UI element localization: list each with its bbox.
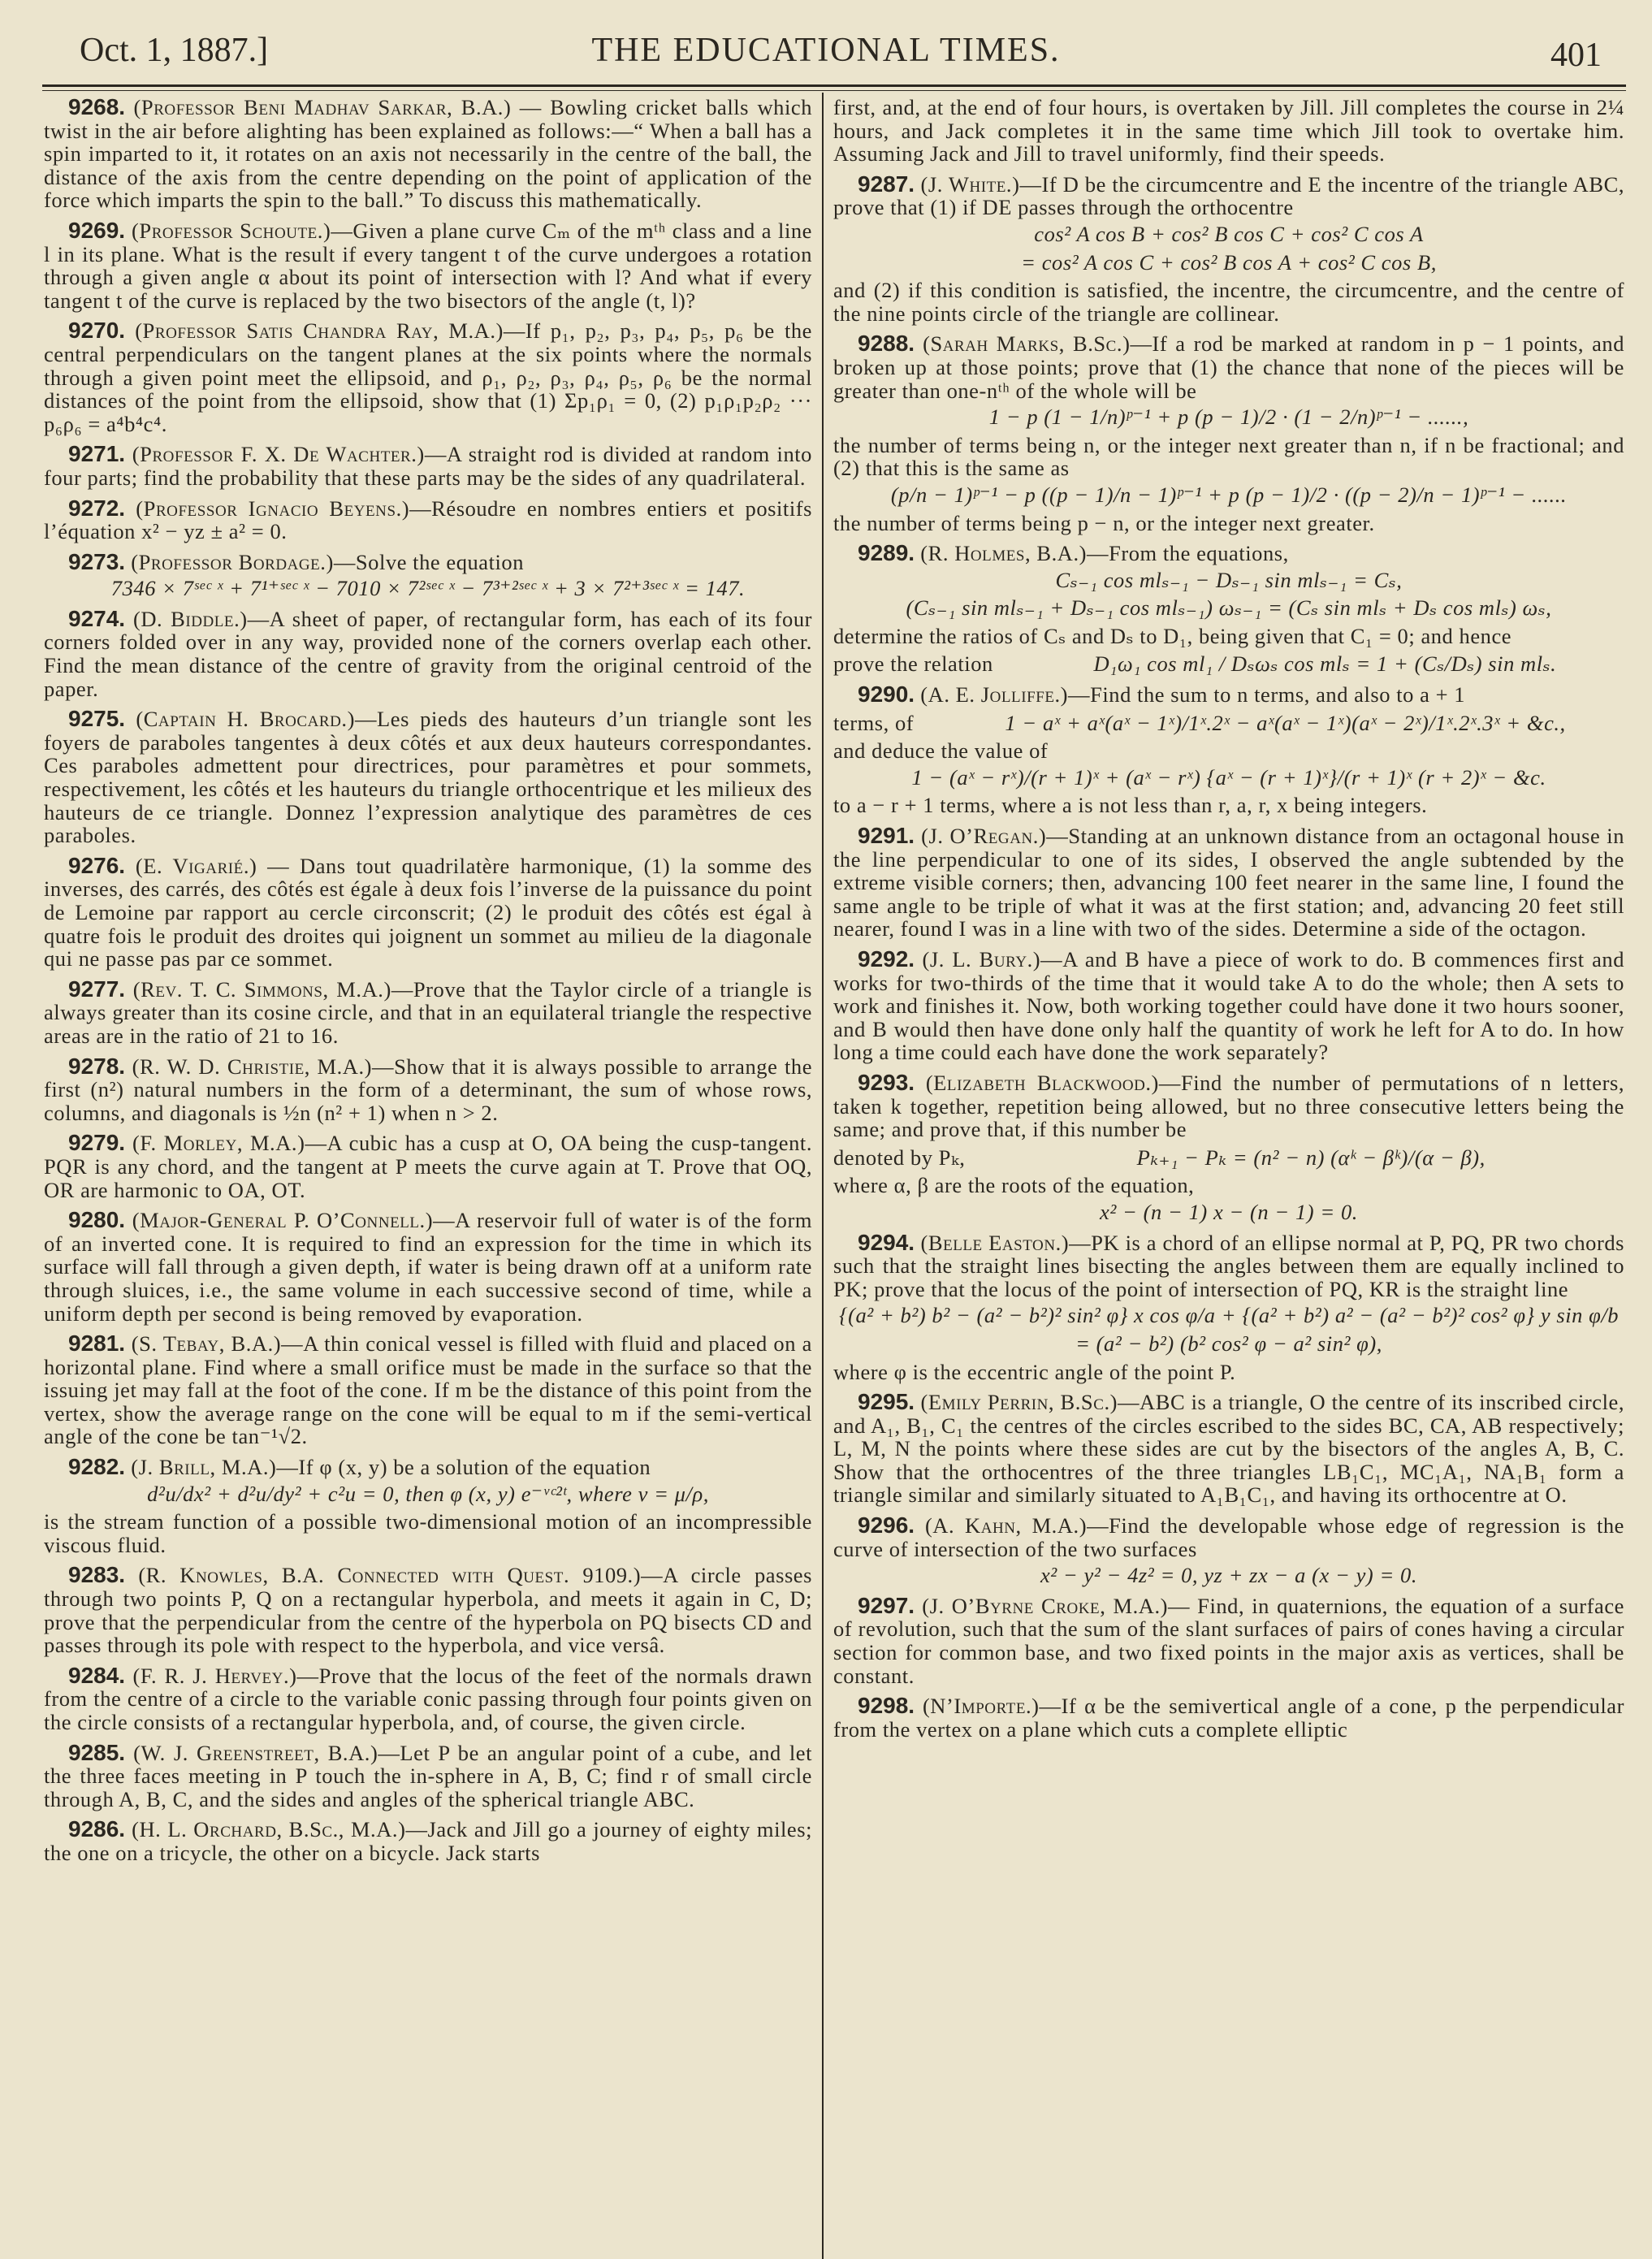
problem-text — [833, 683, 1624, 707]
problem-body: —A cubic has a cusp at O, OA being the cusp-tangent. PQR is any chord, and the tangent at P meets the curve again at T. Prove that OQ, OR are harmonic to OA, OT. — [44, 1131, 812, 1202]
header-rule-thin — [42, 90, 1626, 91]
problem-text — [44, 548, 812, 574]
problem-number: 9274. — [68, 605, 126, 631]
problem-author: (A. E. Jolliffe.) — [920, 682, 1069, 708]
problem-body: —Prove that the locus of the feet of the normals drawn from the centre of a circle to the variable conic passing through four points given on the circle consists of a rectangular hyperbola, and, of course, the given circle. — [44, 1663, 812, 1734]
problem-body: —A circle passes through two points P, Q on a rectangular hyperbola, and meets it again in C, D; prove that the perpendicular from the centre of the hyperbola on PQ bisects CD and passes through its pole with respect to the hyperbola, and vice versâ. — [44, 1563, 812, 1658]
labelled-equation — [833, 652, 1624, 676]
equation: D₁ω₁ cos ml₁ / Dₛωₛ cos mlₛ = 1 + (Cₛ/Dₛ) sin mlₛ. — [1093, 651, 1557, 677]
problem-text — [44, 497, 812, 543]
problem-9295 — [833, 1391, 1624, 1507]
problem-body: —If D be the circumcentre and E the incentre of the triangle ABC, prove that (1) if DE passes through the orthocentre — [833, 171, 1624, 220]
problem-text — [833, 824, 1624, 941]
problem-author: (E. Vigarié.) — [135, 853, 257, 878]
equation: = (a² − b²) (b² cos² φ − a² sin² φ), — [1075, 1331, 1382, 1356]
problem-author: (Captain H. Brocard.) — [136, 707, 355, 732]
problem-body: —Find the number of permutations of n letters, taken k together, repetition being allowed, but no three consecutive letters being the same; and prove that, if this number be — [833, 1070, 1625, 1142]
problem-9274 — [44, 605, 812, 701]
problem-number: 9293. — [858, 1069, 915, 1095]
problem-number: 9296. — [858, 1512, 915, 1538]
problem-number: 9282. — [68, 1454, 126, 1480]
problem-text — [833, 1694, 1624, 1741]
problem-text — [44, 443, 812, 489]
problem-number: 9291. — [858, 823, 915, 849]
page-number: 401 — [1550, 37, 1602, 74]
equation: 7346 × 7ˢᵉᶜ ˣ + 7¹⁺ˢᵉᶜ ˣ − 7010 × 7²ˢᵉᶜ ˣ − 7³⁺²ˢᵉᶜ ˣ + 3 × 7²⁺³ˢᵉᶜ ˣ = 147. — [110, 576, 746, 601]
problem-text — [833, 1514, 1624, 1560]
equation: 1 − p (1 − 1/n)ᵖ⁻¹ + p (p − 1)/2 · (1 − 2/n)ᵖ⁻¹ − ......, — [988, 405, 1469, 430]
equation: cos² A cos B + cos² B cos C + cos² C cos A — [1034, 221, 1424, 246]
problem-body: —If α be the semivertical angle of a cone, p the perpendicular from the vertex on a plane which cuts a complete elliptic — [833, 1694, 1624, 1742]
problem-author: (F. R. J. Hervey.) — [132, 1663, 297, 1688]
problem-body: —A reservoir full of water is of the form of an inverted cone. It is required to find an expression for the time in which its surface will fall through a given depth, if water is being drawn off at a uniform rate through sluices, i.e., the same volume in each successive second of time, while a uniform depth per second is being removed by evaporation. — [44, 1208, 812, 1326]
problem-number: 9278. — [68, 1053, 126, 1079]
problem-text — [44, 1456, 812, 1479]
problem-body-continued: determine the ratios of Cₛ and Dₛ to D₁, being given that C₁ = 0; and hence — [833, 623, 1512, 648]
problem-body: —Find the developable whose edge of regression is the curve of intersection of the two surfaces — [833, 1513, 1624, 1561]
problem-author: (A. Kahn, M.A.) — [924, 1513, 1088, 1538]
problem-author: (J. Brill, M.A.) — [131, 1455, 277, 1480]
problem-text — [44, 319, 812, 435]
problem-text — [833, 173, 1624, 219]
problem-body: —Show that it is always possible to arrange the first (n²) natural numbers in the form of a determinant, the sum of whose rows, columns, and diagonals is ½n (n² + 1) when n > 2. — [44, 1054, 813, 1125]
problem-text — [44, 605, 812, 701]
problem-author: (J. O’Byrne Croke, M.A.) — [922, 1593, 1168, 1618]
problem-number: 9280. — [68, 1207, 126, 1233]
problem-9286 — [44, 1818, 812, 1864]
equation: (Cₛ₋₁ sin mlₛ₋₁ + Dₛ₋₁ cos mlₛ₋₁) ωₛ₋₁ = (Cₛ sin mlₛ + Dₛ cos mlₛ) ωₛ, — [906, 595, 1552, 621]
equation-label: denoted by Pₖ, — [833, 1145, 966, 1170]
problem-text — [833, 332, 1624, 402]
problem-body-continued: and (2) if this condition is satisfied, the incentre, the circumcentre, and the centre of the nine points circle of the triangle are collinear. — [833, 278, 1624, 326]
problem-number: 9269. — [68, 217, 126, 243]
problem-number: 9270. — [68, 318, 126, 344]
problem-body: — Dans tout quadrilatère harmonique, (1) la somme des inverses, des carrés, des côtés est égale à deux fois l’inverse de la puissance du point de Lemoine par rapport au cercle circonscrit; (2) le produit des côtés est égal à quatre fois le produit des droites qui joignent un sommet au milieu de la diagonale qui ne passe pas par ce sommet. — [44, 853, 812, 972]
problem-body: —If a rod be marked at random in p − 1 points, and broken up at those points; prove that (1) the chance that none of the pieces will be greater than one-nᵗʰ of the whole will be — [833, 331, 1624, 403]
problem-9280 — [44, 1209, 812, 1325]
problem-number: 9277. — [68, 976, 126, 1002]
problem-text — [833, 1071, 1624, 1141]
problem-9268 — [44, 96, 812, 212]
page-header — [0, 31, 1652, 80]
problem-body: —PK is a chord of an ellipse normal at P, PQ, PR two chords such that the straight lines bisecting the angles between them are equally inclined to PK; prove that the locus of the point of intersection of PQ, KR is the straight line — [833, 1230, 1624, 1301]
problem-number: 9276. — [68, 852, 126, 878]
problem-author: (D. Biddle.) — [132, 606, 248, 631]
problem-author: (Professor F. X. De Wachter.) — [132, 442, 425, 467]
problem-9297 — [833, 1592, 1624, 1688]
problem-9281 — [44, 1332, 812, 1448]
problem-text — [44, 1055, 812, 1125]
equation: Pₖ₊₁ − Pₖ = (n² − n) (αᵏ − βᵏ)/(α − β), — [1136, 1145, 1486, 1170]
problem-author: (Professor Bordage.) — [131, 549, 334, 574]
problem-9275 — [44, 708, 812, 847]
right-column — [833, 96, 1624, 1748]
problem-author: (J. L. Bury.) — [922, 947, 1041, 972]
problem-author: (Professor Ignacio Beyens.) — [136, 496, 410, 521]
problem-number: 9273. — [68, 548, 126, 574]
problem-9278 — [44, 1055, 812, 1125]
problem-text — [44, 1818, 812, 1864]
problem-9290 — [833, 683, 1624, 817]
problem-body: —Solve the equation — [333, 549, 525, 574]
problem-text — [44, 708, 812, 847]
problem-author: (Rev. T. C. Simmons, M.A.) — [132, 976, 391, 1002]
problem-body: —A and B have a piece of work to do. B commences first and works for two-thirds of the time that it would take A to do the whole; then A sets to work and finishes it. Now, both working together could have done it two hours sooner, and B would then have done only half the quantity of work he left for A to do. In how long a time could each have done the work separately? — [833, 947, 1624, 1065]
equation: x² − (n − 1) x − (n − 1) = 0. — [1100, 1199, 1358, 1224]
problem-body: — Find, in quaternions, the equation of a surface of revolution, such that the sum of the slant surfaces of pairs of cones having a circular section for common base, and two fixed points in the major axis as vertices, shall be constant. — [833, 1593, 1624, 1688]
equation: Cₛ₋₁ cos mlₛ₋₁ − Dₛ₋₁ sin mlₛ₋₁ = Cₛ, — [1055, 567, 1403, 592]
problem-9292 — [833, 948, 1624, 1064]
problem-author: (Belle Easton.) — [920, 1230, 1070, 1255]
problem-text — [833, 1231, 1624, 1301]
equation: 1 − aˣ + aˣ(aˣ − 1ˣ)/1ˣ.2ˣ − aˣ(aˣ − 1ˣ)(aˣ − 2ˣ)/1ˣ.2ˣ.3ˣ + &c., — [1005, 710, 1566, 735]
publication-title: THE EDUCATIONAL TIMES. — [591, 32, 1061, 69]
problem-text — [44, 1739, 812, 1811]
problem-author: (Professor Schoute.) — [132, 218, 331, 243]
problem-text — [44, 1332, 812, 1448]
problem-body: —Find the sum to n terms, and also to a + 1 — [1068, 682, 1466, 708]
problem-number: 9285. — [68, 1739, 126, 1765]
problem-body: —ABC is a triangle, O the centre of its inscribed circle, and A₁, B₁, C₁ the centres of the circles escribed to the sides BC, CA, AB respectively; L, M, N the points where these sides are cut by the bisectors of the angles A, B, C. Show that the orthocentres of the three triangles LB₁C₁, MC₁A₁, NA₁B₁ form a triangle similar and similarly situated to A₁B₁C₁, and having its orthocentre at O. — [833, 1390, 1625, 1508]
problem-9272 — [44, 497, 812, 543]
problem-author: (S. Tebay, B.A.) — [131, 1331, 282, 1357]
column-divider — [822, 93, 824, 2259]
problem-body: —Les pieds des hauteurs d’un triangle sont les foyers de paraboles tangentes à deux côtés et aux deux hauteurs correspondantes. Ces paraboles admettent pour directrices, pour paramètres et pour sommets, respectivement, les côtés et les hauteurs du triangle orthocentrique et les milieux des hauteurs de ce triangle. Donnez l’expression analytique des paramètres de ces paraboles. — [44, 707, 812, 848]
problem-9296 — [833, 1514, 1624, 1587]
problem-9298 — [833, 1694, 1624, 1741]
continued-text: first, and, at the end of four hours, is overtaken by Jill. Jill completes the course in 2¼ hours, and Jack completes it in the same time which Jill took to overtake him. Assuming Jack and Jill to travel uniformly, find their speeds. — [833, 95, 1624, 167]
problem-author: (W. J. Greenstreet, B.A.) — [133, 1740, 378, 1765]
problem-number: 9279. — [68, 1130, 126, 1156]
problem-author: (R. W. D. Christie, M.A.) — [132, 1054, 373, 1079]
problem-body: —From the equations, — [1087, 541, 1289, 566]
problem-9276 — [44, 852, 812, 972]
problem-author: (J. White.) — [920, 171, 1020, 197]
problem-9287 — [833, 173, 1624, 326]
equation-label: prove the relation — [833, 651, 993, 677]
problem-body-continued: and deduce the value of — [833, 738, 1049, 764]
equation: {(a² + b²) b² − (a² − b²)² sin² φ} x cos φ/a + {(a² + b²) a² − (a² − b²)² cos² φ} y sin φ/b — [838, 1303, 1620, 1328]
problem-number: 9292. — [858, 946, 915, 972]
problem-number: 9268. — [68, 94, 126, 119]
problem-author: (R. Knowles, B.A. Connected with Quest. 9109.) — [138, 1563, 642, 1588]
equation: = cos² A cos C + cos² B cos A + cos² C cos B, — [1021, 249, 1437, 275]
left-column — [44, 96, 812, 1872]
problem-author: (Elizabeth Blackwood.) — [925, 1070, 1159, 1095]
problem-9273 — [44, 548, 812, 601]
equation: 1 − (aˣ − rˣ)/(r + 1)ˣ + (aˣ − rˣ) {aˣ − (r + 1)ˣ}/(r + 1)ˣ (r + 2)ˣ − &c. — [911, 764, 1546, 790]
problem-text — [833, 1391, 1624, 1507]
problem-number: 9298. — [858, 1693, 915, 1719]
problem-number: 9272. — [68, 495, 126, 521]
problem-body-continued: where α, β are the roots of the equation, — [833, 1173, 1195, 1198]
problem-9288 — [833, 332, 1624, 534]
problem-number: 9286. — [68, 1816, 126, 1842]
problem-number: 9281. — [68, 1331, 126, 1357]
problem-text — [44, 852, 812, 972]
problem-text — [44, 96, 812, 212]
problem-body-continued: to a − r + 1 terms, where a is not less than r, a, r, x being integers. — [833, 793, 1428, 818]
problem-9284 — [44, 1664, 812, 1734]
problem-9271 — [44, 443, 812, 489]
problem-number: 9287. — [858, 171, 915, 197]
equation: d²u/dx² + d²u/dy² + c²u = 0, then φ (x, y) e⁻ᵛᶜ²ᵗ, where ν = μ/ρ, — [147, 1481, 709, 1506]
problem-body-continued: the number of terms being p − n, or the integer next greater. — [833, 510, 1375, 535]
problem-text — [833, 542, 1624, 565]
problem-9283 — [44, 1564, 812, 1656]
problem-9289 — [833, 542, 1624, 676]
problem-number: 9295. — [858, 1389, 915, 1415]
problem-author: (Emily Perrin, B.Sc.) — [920, 1390, 1118, 1415]
problem-author: (H. L. Orchard, B.Sc., M.A.) — [132, 1817, 406, 1842]
problem-number: 9290. — [858, 682, 915, 708]
problem-body-continued: is the stream function of a possible two-dimensional motion of an incompressible viscous fluid. — [44, 1509, 812, 1557]
problem-body: —A thin conical vessel is filled with fluid and placed on a horizontal plane. Find where a small orifice must be made in the surface so that the issuing jet may fall at the foot of the cone. If m be the distance of this point from the vertex, show the average range on the cone will be equal to m if the semi-vertical angle of the cone be tan⁻¹√2. — [44, 1331, 812, 1449]
problem-body-continued: where φ is the eccentric angle of the point P. — [833, 1359, 1236, 1384]
problem-text — [44, 1132, 812, 1201]
problem-body: —If p₁, p₂, p₃, p₄, p₅, p₆ be the central perpendiculars on the tangent planes at the six points where the normals through a given point meet the ellipsoid, and ρ₁, ρ₂, ρ₃, ρ₄, ρ₅, ρ₆ be the normal distances of the point from the ellipsoid, show that (1) Σp₁ρ₁ = 0, (2) p₁ρ₁p₂ρ₂ ··· p₆ρ₆ = a⁴b⁴c⁴. — [44, 318, 812, 436]
problem-body: —A sheet of paper, of rectangular form, has each of its four corners folded over in any way, provided none of the corners overlap each other. Find the mean distance of the centre of gravity from the original centroid of the paper. — [44, 606, 812, 701]
equation-label: terms, of — [833, 710, 915, 735]
problem-text — [44, 219, 812, 312]
equation: (p/n − 1)ᵖ⁻¹ − p ((p − 1)/n − 1)ᵖ⁻¹ + p (p − 1)/2 · ((p − 2)/n − 1)ᵖ⁻¹ − ...... — [890, 482, 1568, 507]
problem-body: —Let P be an angular point of a cube, and let the three faces meeting in P touch the in-sphere in A, B, C; find r of small circle through A, B, C, and the sides and angles of the spherical triangle ABC. — [44, 1740, 812, 1811]
problem-9269 — [44, 219, 812, 312]
problem-number: 9275. — [68, 706, 126, 732]
problem-body: —Given a plane curve Cₘ of the mᵗʰ class and a line l in its plane. What is the result if every tangent t of the curve undergoes a rotation through a given angle α about its point of intersection with l? And what if every tangent t of the curve is replaced by the two bisectors of the angle (t, l)? — [44, 218, 812, 313]
problem-body: —If φ (x, y) be a solution of the equation — [276, 1455, 651, 1480]
problem-text — [833, 1592, 1624, 1688]
problem-number: 9289. — [858, 540, 915, 566]
problem-author: (Sarah Marks, B.Sc.) — [923, 331, 1131, 357]
problem-9282 — [44, 1456, 812, 1556]
problem-number: 9294. — [858, 1229, 915, 1255]
problem-9285 — [44, 1739, 812, 1811]
problem-author: (Major-General P. O’Connell.) — [132, 1208, 434, 1233]
problem-9291 — [833, 824, 1624, 941]
problem-text — [44, 1209, 812, 1325]
problem-body-continued: the number of terms being n, or the integer next greater than n, if n be fractional; and (2) that this is the same as — [833, 432, 1624, 481]
labelled-equation — [833, 712, 1624, 735]
problem-text — [833, 948, 1624, 1064]
problem-body: —Prove that the Taylor circle of a triangle is always greater than its cosine circle, and that in an equilateral triangle the respective areas are in the ratio of 21 to 16. — [44, 976, 812, 1048]
problem-body: — Bowling cricket balls which twist in the air before alighting has been explained as follows:—“ When a ball has a spin imparted to it, it rotates on an axis not necessarily in the centre of the ball, the distance of the axis from the centre depending on the point of application of the force which imparts the spin to the ball.” To discuss this mathematically. — [44, 95, 812, 213]
problem-author: (Professor Satis Chandra Ray, M.A.) — [135, 318, 504, 344]
problem-body: —Jack and Jill go a journey of eighty miles; the one on a tricycle, the other on a bicycle. Jack starts — [44, 1817, 812, 1865]
problem-text — [44, 978, 812, 1048]
problem-number: 9271. — [68, 441, 126, 467]
problem-author: (Professor Beni Madhav Sarkar, B.A.) — [133, 95, 512, 119]
issue-date: Oct. 1, 1887.] — [80, 32, 269, 69]
problem-number: 9297. — [858, 1592, 915, 1618]
problem-text — [44, 1664, 812, 1734]
problem-text — [44, 1564, 812, 1656]
problem-9279 — [44, 1132, 812, 1201]
problem-author: (F. Morley, M.A.) — [132, 1131, 305, 1156]
problem-body: —Standing at an unknown distance from an octagonal house in the line perpendicular to one of its sides, I observed the angle subtended by the extreme visible corners; then, advancing 100 feet nearer in the same line, I found the same angle to be triple of what it was at the first station; and, advancing 20 feet still nearer, found I was in a line with two of the sides. Determine a side of the octagon. — [833, 824, 1624, 941]
header-rule — [42, 84, 1626, 87]
problem-9270 — [44, 319, 812, 435]
problem-9277 — [44, 978, 812, 1048]
problem-number: 9283. — [68, 1562, 126, 1588]
problem-body: —A straight rod is divided at random into four parts; find the probability that these parts may be the sides of any quadrilateral. — [44, 442, 812, 490]
problem-number: 9288. — [858, 331, 915, 357]
problem-author: (J. O’Regan.) — [921, 824, 1047, 849]
problem-9294 — [833, 1231, 1624, 1384]
problem-author: (R. Holmes, B.A.) — [920, 541, 1088, 566]
problem-number: 9284. — [68, 1662, 126, 1688]
equation: x² − y² − 4z² = 0, yz + zx − a (x − y) = 0. — [1040, 1563, 1418, 1588]
problem-body: —Résoudre en nombres entiers et positifs l’équation x² − yz ± a² = 0. — [44, 496, 812, 544]
labelled-equation — [833, 1146, 1624, 1170]
problem-9293 — [833, 1071, 1624, 1224]
problem-author: (N’Importe.) — [922, 1694, 1040, 1719]
